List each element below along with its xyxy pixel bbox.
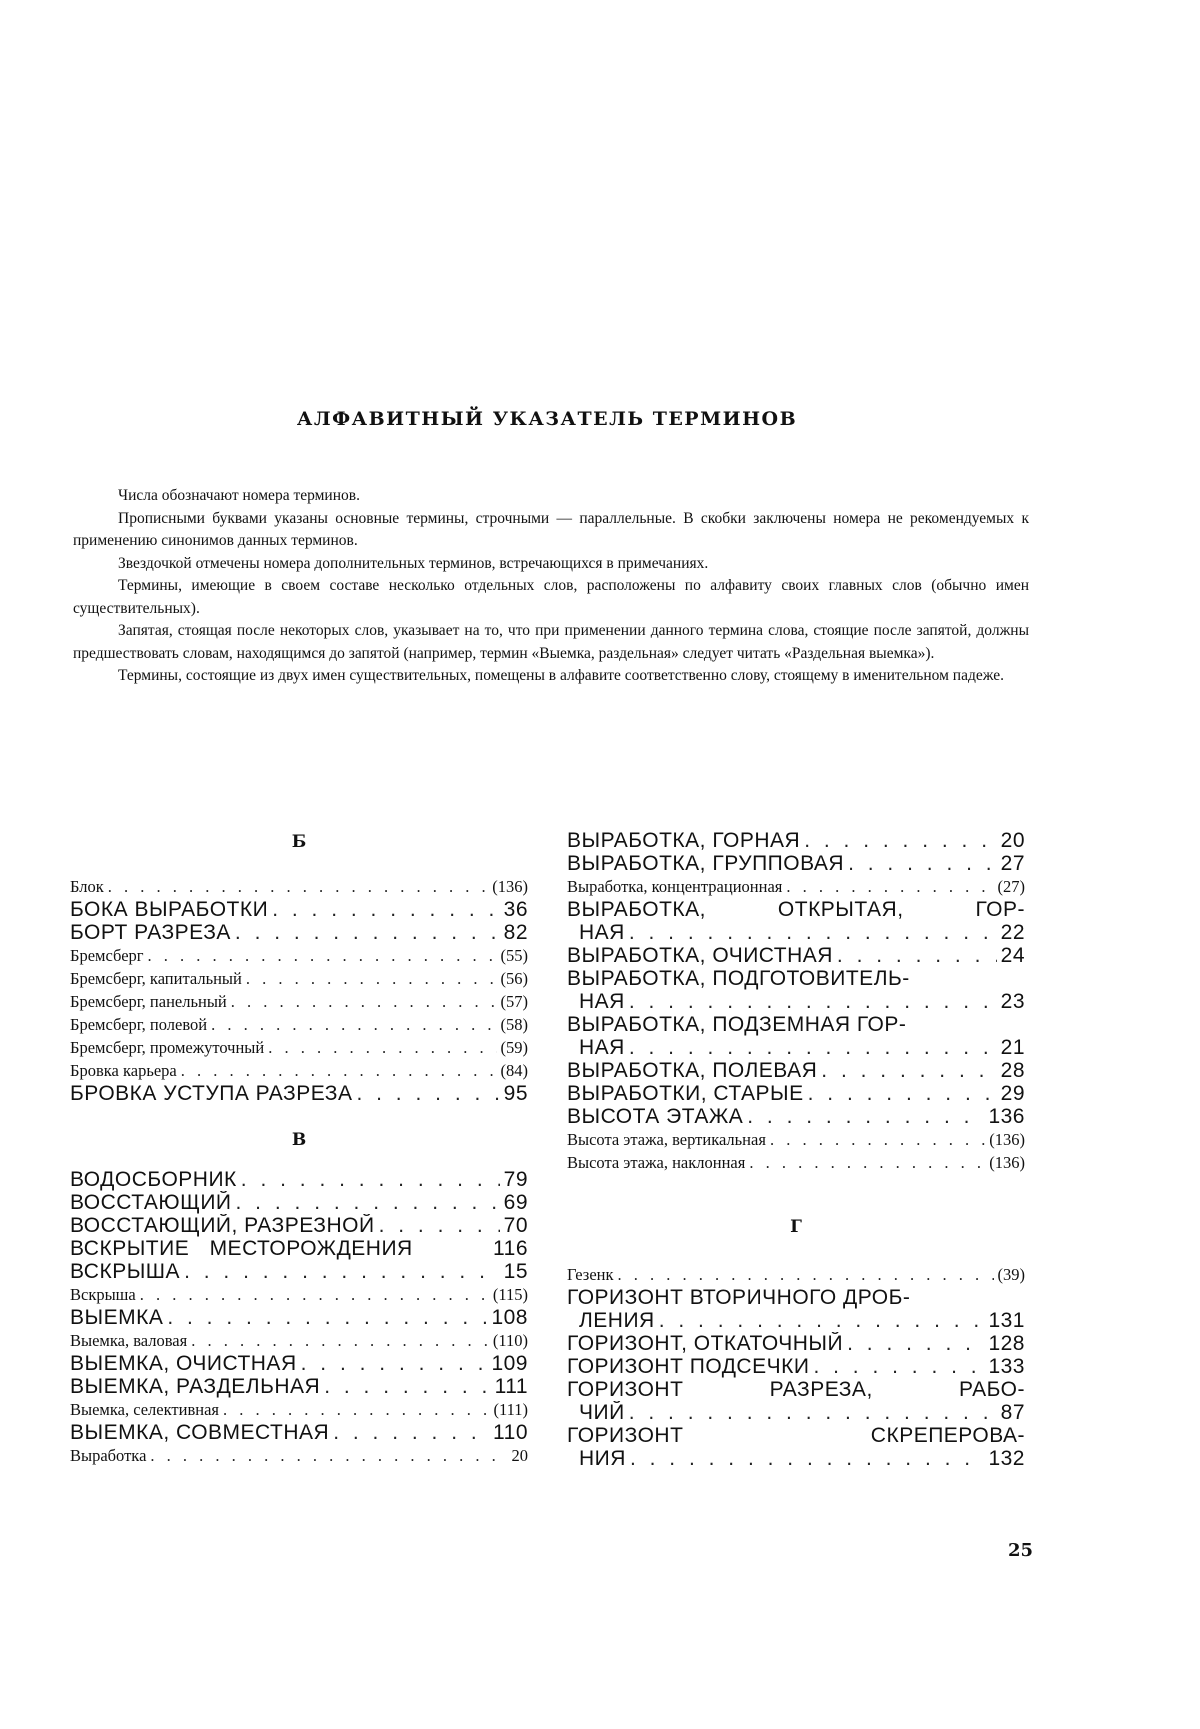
intro-paragraph: Звездочкой отмечены номера дополнительных терминов, встречающихся в примечаниях. bbox=[73, 553, 1029, 576]
entry-term: ВСКРЫТИЕ МЕСТОРОЖДЕНИЯ bbox=[70, 1237, 413, 1260]
entry-term: ВОССТАЮЩИЙ, РАЗРЕЗНОЙ bbox=[70, 1214, 375, 1237]
dot-leader: . . . . . . . . . . bbox=[804, 829, 996, 852]
dot-leader: . . . . . . . . . . . . . bbox=[770, 1128, 985, 1151]
entry-number: 108 bbox=[491, 1306, 528, 1329]
entry-number: (27) bbox=[998, 875, 1026, 898]
entry-term: ВОССТАЮЩИЙ bbox=[70, 1191, 232, 1214]
entry-term-line bbox=[567, 898, 1025, 921]
entry-term-continuation bbox=[567, 1401, 1025, 1424]
index-entry bbox=[567, 1151, 1025, 1174]
entry-number: 133 bbox=[988, 1355, 1025, 1378]
entry-term: Бремсберг, панельный bbox=[70, 990, 227, 1013]
entry-term-word: ГОРИЗОНТ bbox=[567, 1424, 683, 1447]
entry-term: БОРТ РАЗРЕЗА bbox=[70, 921, 231, 944]
entry-term: Бремсберг, капитальный bbox=[70, 967, 242, 990]
entry-term-word: РАЗРЕЗА, bbox=[770, 1378, 873, 1401]
index-entry bbox=[70, 1444, 528, 1467]
intro-paragraph: Прописными буквами указаны основные термины, строчными — параллельные. В скобки заключены номера не рекомендуемых к применению синонимов данных терминов. bbox=[73, 508, 1029, 553]
index-entry bbox=[567, 944, 1025, 967]
index-entry bbox=[567, 1355, 1025, 1378]
entry-term-line bbox=[567, 1424, 1025, 1447]
entry-term-word: ВЫРАБОТКА, bbox=[567, 898, 706, 921]
dot-leader: . . . . . . . . . . . . . bbox=[236, 1191, 500, 1214]
entry-term: Выемка, селективная bbox=[70, 1398, 219, 1421]
entry-number: (136) bbox=[989, 1151, 1025, 1174]
dot-leader: . . . . . . . . . bbox=[821, 1059, 996, 1082]
index-entry bbox=[567, 1105, 1025, 1128]
entry-term-continuation bbox=[567, 1036, 1025, 1059]
index-entry bbox=[70, 1214, 528, 1237]
index-entry bbox=[70, 1191, 528, 1214]
entry-number: 82 bbox=[504, 921, 528, 944]
index-entry bbox=[567, 1332, 1025, 1355]
entry-number: (84) bbox=[501, 1059, 529, 1082]
dot-leader: . . . . . . . . . . . . . . . . . . . bbox=[629, 990, 997, 1013]
index-entry-multiline bbox=[567, 1013, 1025, 1059]
entry-number: 22 bbox=[1001, 921, 1025, 944]
section-letter-g: Г bbox=[567, 1217, 1025, 1237]
index-entry bbox=[70, 1168, 528, 1191]
index-entry bbox=[70, 1013, 528, 1036]
entry-term: Бремсберг, промежуточный bbox=[70, 1036, 264, 1059]
index-entry bbox=[70, 1352, 528, 1375]
entry-term: Вскрыша bbox=[70, 1283, 136, 1306]
entry-term: Гезенк bbox=[567, 1263, 614, 1286]
dot-leader: . . . . . . . . . . . . . . . . bbox=[223, 1398, 490, 1421]
dot-leader: . . . . . . . . . . . . . . . . . . . . . . bbox=[150, 1444, 507, 1467]
entry-term: Высота этажа, наклонная bbox=[567, 1151, 745, 1174]
index-entry bbox=[70, 967, 528, 990]
dot-leader: . . . . . . . . . . . . . bbox=[241, 1168, 500, 1191]
entry-number: (136) bbox=[492, 875, 528, 898]
index-entry bbox=[70, 1260, 528, 1283]
entry-number: 28 bbox=[1001, 1059, 1025, 1082]
entry-number: (57) bbox=[501, 990, 529, 1013]
dot-leader: . . . . . . . . . . . . . . . . . . bbox=[630, 1447, 985, 1470]
index-entry bbox=[567, 829, 1025, 852]
entry-term: ЧИЙ bbox=[579, 1401, 625, 1424]
dot-leader: . . . . . . . . . . . . . . . . . . . bbox=[629, 1036, 997, 1059]
dot-leader: . . . . . . . . . bbox=[324, 1375, 490, 1398]
entry-number: 27 bbox=[1001, 852, 1025, 875]
intro-text bbox=[73, 485, 1029, 688]
dot-leader: . . . . . . . bbox=[847, 1332, 984, 1355]
entry-number: (58) bbox=[501, 1013, 529, 1036]
index-section-v-continued bbox=[567, 829, 1025, 1174]
index-entry bbox=[70, 990, 528, 1013]
dot-leader: . . . . . . . . . . . . . . . . . . . . . . bbox=[140, 1283, 489, 1306]
dot-leader: . . . . . . . . . . . . . . . . . . . . . . . bbox=[108, 875, 488, 898]
entry-number: 20 bbox=[1001, 829, 1025, 852]
entry-term-continuation bbox=[567, 990, 1025, 1013]
entry-number: 87 bbox=[1001, 1401, 1025, 1424]
entry-term: ВСКРЫША bbox=[70, 1260, 180, 1283]
entry-number: 111 bbox=[495, 1375, 528, 1398]
dot-leader: . . . . . . . . . . . . . . . . . . . . . . bbox=[148, 944, 497, 967]
dot-leader: . . . . . . . . . . . . . . . . . . bbox=[191, 1329, 489, 1352]
entry-number: 15 bbox=[504, 1260, 528, 1283]
entry-number: (110) bbox=[493, 1329, 528, 1352]
entry-term-continuation bbox=[567, 1447, 1025, 1470]
entry-term: ВЫРАБОТКА, ГОРНАЯ bbox=[567, 829, 800, 852]
entry-number: (59) bbox=[501, 1036, 529, 1059]
entry-term: Высота этажа, вертикальная bbox=[567, 1128, 766, 1151]
dot-leader: . . . . . . . . bbox=[333, 1421, 489, 1444]
index-entry bbox=[70, 1398, 528, 1421]
entry-term: ГОРИЗОНТ ПОДСЕЧКИ bbox=[567, 1355, 809, 1378]
entry-term: Выработка bbox=[70, 1444, 146, 1467]
entry-number: 69 bbox=[504, 1191, 528, 1214]
dot-leader: . . . . . . . . . . . . . . . . . . . bbox=[629, 921, 997, 944]
section-letter-v: В bbox=[70, 1130, 528, 1150]
entry-number: 128 bbox=[988, 1332, 1025, 1355]
entry-term: Выработка, концентрационная bbox=[567, 875, 782, 898]
entry-number: (111) bbox=[493, 1398, 528, 1421]
entry-number: (56) bbox=[501, 967, 529, 990]
index-entry bbox=[70, 1036, 528, 1059]
index-entry bbox=[70, 921, 528, 944]
index-entry bbox=[567, 852, 1025, 875]
page-number: 25 bbox=[1008, 1540, 1033, 1561]
entry-term: НАЯ bbox=[579, 990, 625, 1013]
index-entry-multiline bbox=[567, 967, 1025, 1013]
dot-leader: . . . . . . . . . . bbox=[808, 1082, 997, 1105]
index-entry bbox=[70, 875, 528, 898]
index-entry bbox=[567, 1082, 1025, 1105]
dot-leader: . . . . . . . . bbox=[837, 944, 997, 967]
entry-number: 21 bbox=[1001, 1036, 1025, 1059]
entry-term-word: РАБО- bbox=[959, 1378, 1025, 1401]
index-section-g bbox=[567, 1263, 1025, 1470]
entry-number: (55) bbox=[501, 944, 529, 967]
entry-number: 20 bbox=[512, 1444, 529, 1467]
entry-term-word: ГОР- bbox=[975, 898, 1025, 921]
entry-term: ВОДОСБОРНИК bbox=[70, 1168, 237, 1191]
entry-term: ВЫЕМКА, ОЧИСТНАЯ bbox=[70, 1352, 297, 1375]
entry-term: ВЫЕМКА, СОВМЕСТНАЯ bbox=[70, 1421, 329, 1444]
entry-term: ВЫРАБОТКА, ПОЛЕВАЯ bbox=[567, 1059, 817, 1082]
index-entry bbox=[70, 1329, 528, 1352]
index-entry-multiline bbox=[567, 1286, 1025, 1332]
dot-leader: . . . . . . . . . . . . . . . . bbox=[167, 1306, 487, 1329]
entry-number: 95 bbox=[504, 1082, 528, 1105]
entry-term-line: ВЫРАБОТКА, ПОДГОТОВИТЕЛЬ- bbox=[567, 967, 1025, 990]
entry-number: 70 bbox=[504, 1214, 528, 1237]
entry-term-continuation bbox=[567, 921, 1025, 944]
entry-number: 110 bbox=[493, 1421, 528, 1444]
entry-term: НАЯ bbox=[579, 921, 625, 944]
entry-term-word: ОТКРЫТАЯ, bbox=[778, 898, 904, 921]
entry-number: 36 bbox=[504, 898, 528, 921]
entry-number: 131 bbox=[988, 1309, 1025, 1332]
entry-term: НИЯ bbox=[579, 1447, 626, 1470]
entry-number: (115) bbox=[493, 1283, 528, 1306]
entry-term: ВЫСОТА ЭТАЖА bbox=[567, 1105, 743, 1128]
entry-term-line: ВЫРАБОТКА, ПОДЗЕМНАЯ ГОР- bbox=[567, 1013, 1025, 1036]
intro-paragraph: Термины, состоящие из двух имен существительных, помещены в алфавите соответственно слову, стоящему в именительном падеже. bbox=[73, 665, 1029, 688]
dot-leader: . . . . . . . . . . . . . . . . . . . bbox=[181, 1059, 497, 1082]
dot-leader: . . . . . . . . . . . . bbox=[747, 1105, 984, 1128]
dot-leader: . . . . . . . . . . . . . . bbox=[268, 1036, 496, 1059]
dot-leader: . . . . . . . . . . bbox=[301, 1352, 488, 1375]
dot-leader: . . . . . . . . . . . . . . bbox=[235, 921, 500, 944]
dot-leader: . . . . . . . . . . . . . . . . . . . bbox=[629, 1401, 997, 1424]
index-entry bbox=[70, 1283, 528, 1306]
index-entry bbox=[70, 944, 528, 967]
entry-number: 29 bbox=[1001, 1082, 1025, 1105]
dot-leader: . . . . . . . . . . . . . . . bbox=[749, 1151, 985, 1174]
dot-leader: . . . . . . bbox=[379, 1214, 500, 1237]
entry-term-line bbox=[567, 1378, 1025, 1401]
entry-number: 79 bbox=[504, 1168, 528, 1191]
dot-leader: . . . . . . . . bbox=[848, 852, 997, 875]
page-title: АЛФАВИТНЫЙ УКАЗАТЕЛЬ ТЕРМИНОВ bbox=[0, 408, 1094, 430]
entry-term: БРОВКА УСТУПА РАЗРЕЗА bbox=[70, 1082, 352, 1105]
entry-term: Блок bbox=[70, 875, 104, 898]
index-section-b bbox=[70, 875, 528, 1105]
entry-term-word: СКРЕПЕРОВА- bbox=[871, 1424, 1025, 1447]
entry-number: 24 bbox=[1001, 944, 1025, 967]
entry-term-continuation bbox=[567, 1309, 1025, 1332]
dot-leader: . . . . . . . . . . . . bbox=[272, 898, 499, 921]
entry-term: ВЫРАБОТКИ, СТАРЫЕ bbox=[567, 1082, 804, 1105]
index-entry bbox=[567, 1059, 1025, 1082]
index-entry-multiline bbox=[567, 898, 1025, 944]
entry-term: ВЫРАБОТКА, ГРУППОВАЯ bbox=[567, 852, 844, 875]
index-entry bbox=[70, 1375, 528, 1398]
entry-term: Бремсберг bbox=[70, 944, 144, 967]
entry-term: ВЫЕМКА, РАЗДЕЛЬНАЯ bbox=[70, 1375, 320, 1398]
entry-term: ГОРИЗОНТ, ОТКАТОЧНЫЙ bbox=[567, 1332, 843, 1355]
entry-term: ВЫРАБОТКА, ОЧИСТНАЯ bbox=[567, 944, 833, 967]
section-letter-b: Б bbox=[70, 832, 528, 852]
index-entry bbox=[567, 1263, 1025, 1286]
dot-leader: . . . . . . . . . . . . . . . bbox=[246, 967, 497, 990]
index-entry bbox=[70, 898, 528, 921]
index-entry bbox=[70, 1306, 528, 1329]
entry-term: БОКА ВЫРАБОТКИ bbox=[70, 898, 268, 921]
dot-leader: . . . . . . . . . . . . . bbox=[786, 875, 993, 898]
dot-leader: . . . . . . . . . . . . . . . . bbox=[231, 990, 497, 1013]
entry-number: 132 bbox=[988, 1447, 1025, 1470]
index-entry bbox=[70, 1421, 528, 1444]
index-entry bbox=[567, 875, 1025, 898]
index-entry bbox=[70, 1059, 528, 1082]
entry-term: Бровка карьера bbox=[70, 1059, 177, 1082]
entry-term-line: ГОРИЗОНТ ВТОРИЧНОГО ДРОБ- bbox=[567, 1286, 1025, 1309]
entry-number: 23 bbox=[1001, 990, 1025, 1013]
index-entry bbox=[567, 1128, 1025, 1151]
entry-number: (39) bbox=[998, 1263, 1026, 1286]
index-entry bbox=[70, 1237, 528, 1260]
index-entry-multiline bbox=[567, 1424, 1025, 1470]
entry-number: 109 bbox=[491, 1352, 528, 1375]
entry-term: ВЫЕМКА bbox=[70, 1306, 163, 1329]
entry-number: (136) bbox=[989, 1128, 1025, 1151]
entry-term: ЛЕНИЯ bbox=[579, 1309, 655, 1332]
intro-paragraph: Термины, имеющие в своем составе несколько отдельных слов, расположены по алфавиту своих главных слов (обычно имен существительных). bbox=[73, 575, 1029, 620]
dot-leader: . . . . . . . . . . . . . . . . . bbox=[659, 1309, 985, 1332]
entry-term: Выемка, валовая bbox=[70, 1329, 187, 1352]
entry-number: 136 bbox=[988, 1105, 1025, 1128]
dot-leader: . . . . . . . . . bbox=[813, 1355, 984, 1378]
entry-number: 116 bbox=[493, 1237, 528, 1260]
dot-leader: . . . . . . . bbox=[356, 1082, 499, 1105]
dot-leader: . . . . . . . . . . . . . . . . . . . . . . . bbox=[618, 1263, 994, 1286]
intro-paragraph: Числа обозначают номера терминов. bbox=[73, 485, 1029, 508]
index-entry-multiline bbox=[567, 1378, 1025, 1424]
index-entry bbox=[70, 1082, 528, 1105]
entry-term: НАЯ bbox=[579, 1036, 625, 1059]
intro-paragraph: Запятая, стоящая после некоторых слов, указывает на то, что при применении данного термина слова, стоящие после запятой, должны предшествовать словам, находящимся до запятой (например, термин «Выемка, раздельная» следует читать «Раздельная выемка»). bbox=[73, 620, 1029, 665]
entry-term-word: ГОРИЗОНТ bbox=[567, 1378, 683, 1401]
dot-leader: . . . . . . . . . . . . . . . . . . bbox=[211, 1013, 496, 1036]
entry-term: Бремсберг, полевой bbox=[70, 1013, 207, 1036]
dot-leader: . . . . . . . . . . . . . . . . bbox=[184, 1260, 500, 1283]
index-section-v bbox=[70, 1168, 528, 1467]
